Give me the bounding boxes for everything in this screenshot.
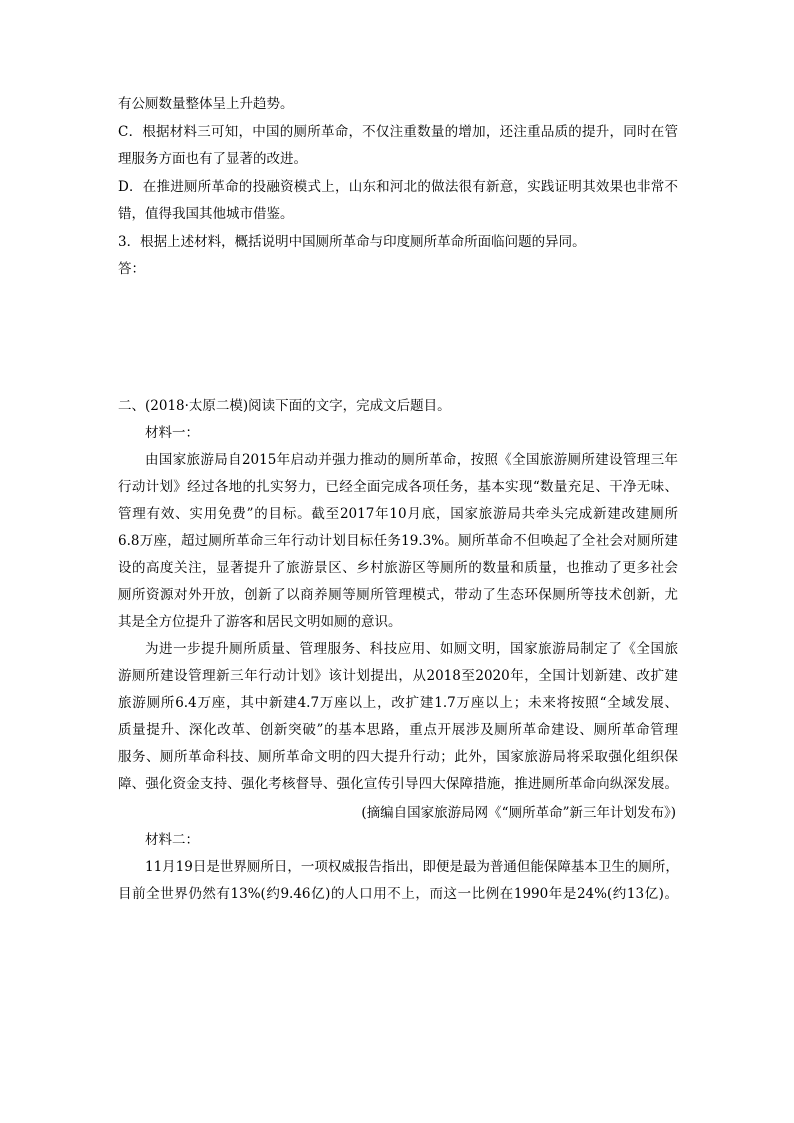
material-1-p1-line: 其是全方位提升了游客和居民文明如厕的意识。 (118, 614, 402, 630)
material-1-p2-line: 旅游厕所6.4万座，其中新建4.7万座以上，改扩建1.7万座以上；未来将按照“全域发展、 (118, 695, 678, 711)
material-1-p1-line: 设的高度关注，显著提升了旅游景区、乡村旅游区等厕所的数量和质量，也推动了更多社会 (118, 560, 678, 576)
option-c-line-1: C．根据材料三可知，中国的厕所革命，不仅注重数量的增加，还注重品质的提升，同时在管 (118, 124, 678, 140)
material-1-p2-line: 服务、厕所革命科技、厕所革命文明的四大提升行动；此外，国家旅游局将采取强化组织保 (118, 749, 678, 765)
material-2-p1-line: 11月19日是世界厕所日，一项权威报告指出，即便是最为普通但能保障基本卫生的厕所， (145, 859, 679, 875)
section-heading: 二、(2018·太原二模)阅读下面的文字，完成文后题目。 (118, 398, 451, 414)
material-1-p1-line: 行动计划》经过各地的扎实努力，已经全面完成各项任务，基本实现“数量充足、干净无味、 (118, 479, 678, 495)
text-line: 有公厕数量整体呈上升趋势。 (118, 96, 294, 112)
option-c-line-2: 理服务方面也有了显著的改进。 (118, 151, 307, 167)
option-d-line-2: 错，值得我国其他城市借鉴。 (118, 206, 294, 222)
material-2-p1-line: 目前全世界仍然有13%(约9.46亿)的人口用不上，而这一比例在1990年是24%(约13亿)。 (118, 886, 678, 902)
material-1-p1-line: 管理有效、实用免费”的目标。截至2017年10月底，国家旅游局共牵头完成新建改建厕所 (118, 506, 678, 522)
answer-label: 答： (118, 261, 145, 277)
option-d-line-1: D．在推进厕所革命的投融资模式上，山东和河北的做法很有新意，实践证明其效果也非常不 (118, 179, 678, 195)
material-1-p1-line: 6.8万座，超过厕所革命三年行动计划目标任务19.3%。厕所革命不但唤起了全社会对厕所建 (118, 533, 678, 549)
source-citation: (摘编自国家旅游局网《“厕所革命”新三年计划发布》) (361, 805, 676, 821)
material-2-label: 材料二： (145, 832, 199, 848)
material-1-p2-line: 障、强化资金支持、强化考核督导、强化宣传引导四大保障措施，推进厕所革命向纵深发展。 (118, 776, 678, 792)
material-1-p2-line: 游厕所建设管理新三年行动计划》该计划提出，从2018至2020年，全国计划新建、改扩建 (118, 668, 678, 684)
material-1-label: 材料一： (145, 425, 199, 441)
material-1-p2-line: 为进一步提升厕所质量、管理服务、科技应用、如厕文明，国家旅游局制定了《全国旅 (145, 641, 678, 657)
material-1-p1-line: 由国家旅游局自2015年启动并强力推动的厕所革命，按照《全国旅游厕所建设管理三年 (145, 452, 678, 468)
material-1-p2-line: 质量提升、深化改革、创新突破”的基本思路，重点开展涉及厕所革命建设、厕所革命管理 (118, 722, 678, 738)
material-1-p1-line: 厕所资源对外开放，创新了以商养厕等厕所管理模式，带动了生态环保厕所等技术创新，尤 (118, 587, 678, 603)
question-3: 3．根据上述材料，概括说明中国厕所革命与印度厕所革命所面临问题的异同。 (118, 234, 586, 250)
